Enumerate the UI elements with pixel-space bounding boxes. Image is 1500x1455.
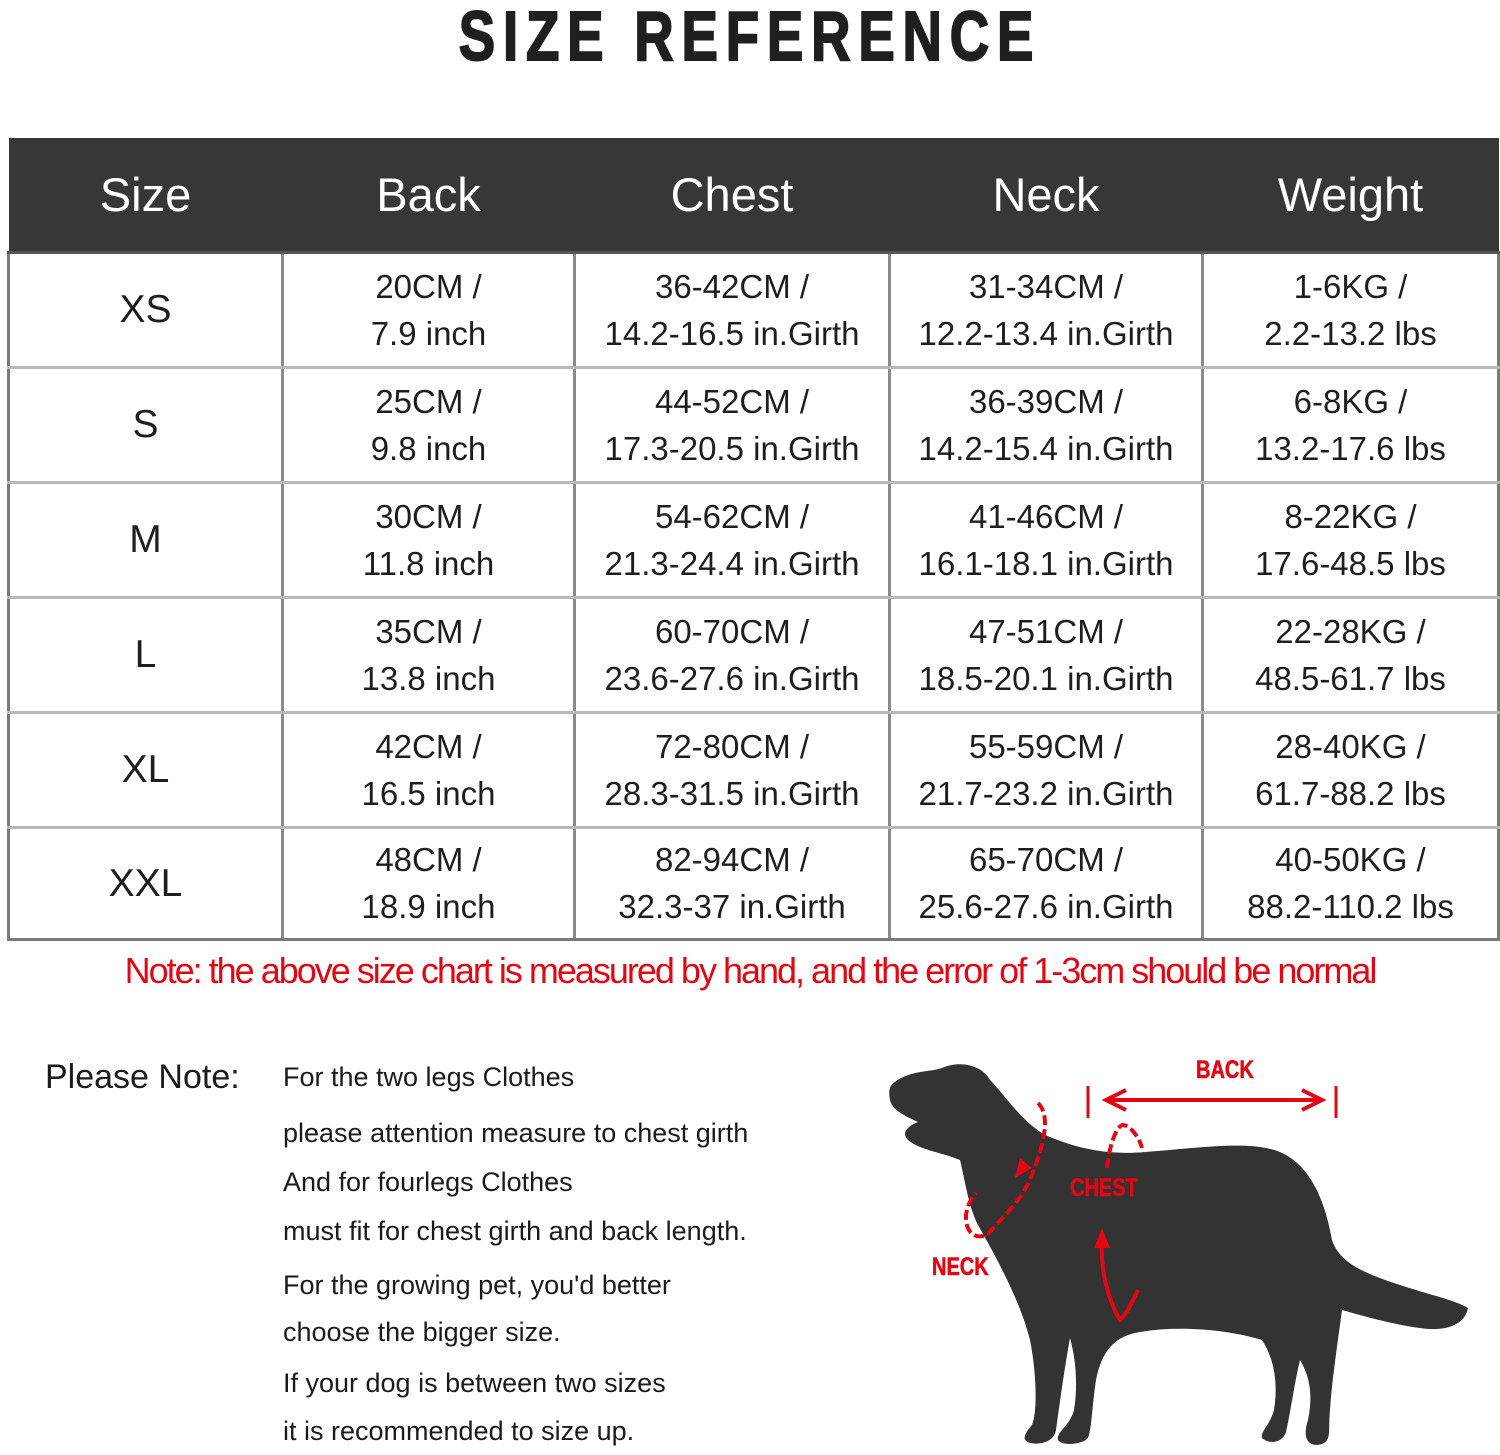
chest-cell [575, 252, 890, 367]
neck-cm: 47-51CM / [968, 612, 1124, 650]
back-cell [283, 252, 575, 367]
chest-label: CHEST [1070, 1174, 1138, 1202]
dog-measurement-diagram [870, 1040, 1500, 1455]
back-cell [283, 712, 575, 827]
header-size: Size [9, 138, 283, 252]
size-cell: XL [9, 712, 283, 827]
weight-kg: 28-40KG / [1275, 727, 1426, 765]
chest-cm: 60-70CM / [654, 612, 810, 650]
chest-inch: 21.3-24.4 in.Girth [604, 544, 860, 582]
weight-kg: 8-22KG / [1284, 497, 1417, 535]
weight-cell [1203, 367, 1499, 482]
chest-cm: 82-94CM / [654, 841, 810, 878]
note-line: If your dog is between two sizes [283, 1368, 666, 1398]
back-cell [283, 597, 575, 712]
neck-cm: 36-39CM / [968, 382, 1124, 420]
weight-cell [1203, 252, 1499, 367]
neck-cm: 65-70CM / [968, 841, 1124, 878]
header-back: Back [283, 138, 575, 252]
chest-inch: 17.3-20.5 in.Girth [604, 429, 860, 467]
neck-cell [890, 712, 1203, 827]
back-cm: 48CM / [375, 841, 482, 878]
size-cell: M [9, 482, 283, 597]
neck-cell [890, 597, 1203, 712]
please-note-label: Please Note: [45, 1058, 240, 1096]
back-inch: 18.9 inch [361, 888, 496, 925]
weight-lbs: 88.2-110.2 lbs [1247, 888, 1454, 925]
table-row [9, 712, 1499, 827]
header-neck: Neck [890, 138, 1203, 252]
weight-lbs: 2.2-13.2 lbs [1264, 314, 1437, 352]
table-row [9, 367, 1499, 482]
weight-kg: 6-8KG / [1293, 382, 1408, 420]
chest-cell [575, 367, 890, 482]
neck-cm: 41-46CM / [968, 497, 1124, 535]
neck-cell [890, 482, 1203, 597]
back-cell [283, 482, 575, 597]
neck-inch: 16.1-18.1 in.Girth [918, 544, 1174, 582]
back-cm: 25CM / [375, 382, 482, 420]
neck-cm: 31-34CM / [968, 267, 1124, 305]
chest-cm: 44-52CM / [654, 382, 810, 420]
note-line: For the growing pet, you'd better [283, 1270, 671, 1300]
back-inch: 13.8 inch [361, 659, 496, 697]
chest-cm: 36-42CM / [654, 267, 810, 305]
back-cell [283, 367, 575, 482]
neck-inch: 21.7-23.2 in.Girth [918, 774, 1174, 812]
back-inch: 16.5 inch [361, 774, 496, 812]
header-weight: Weight [1203, 138, 1499, 252]
weight-kg: 1-6KG / [1293, 267, 1408, 305]
table-header-row [9, 138, 1499, 252]
chest-inch: 14.2-16.5 in.Girth [604, 314, 860, 352]
back-cm: 20CM / [375, 267, 482, 305]
weight-cell [1203, 827, 1499, 939]
page-title: SIZE REFERENCE [458, 0, 1042, 75]
size-cell: S [9, 367, 283, 482]
table-row [9, 482, 1499, 597]
back-cm: 30CM / [375, 497, 482, 535]
back-inch: 11.8 inch [362, 544, 495, 582]
chest-inch: 28.3-31.5 in.Girth [604, 774, 860, 812]
back-label: BACK [1196, 1056, 1254, 1084]
weight-lbs: 61.7-88.2 lbs [1255, 774, 1446, 812]
note-line: it is recommended to size up. [283, 1416, 635, 1446]
chest-cm: 72-80CM / [654, 727, 810, 765]
weight-lbs: 13.2-17.6 lbs [1255, 429, 1446, 467]
weight-cell [1203, 482, 1499, 597]
chest-cm: 54-62CM / [654, 497, 810, 535]
weight-kg: 40-50KG / [1275, 841, 1426, 878]
chest-cell [575, 597, 890, 712]
size-table [7, 138, 1500, 941]
neck-inch: 12.2-13.4 in.Girth [918, 314, 1174, 352]
note-line: For the two legs Clothes [283, 1062, 575, 1092]
size-cell: L [9, 597, 283, 712]
back-cm: 35CM / [375, 612, 482, 650]
chest-inch: 23.6-27.6 in.Girth [604, 659, 860, 697]
size-cell: XXL [9, 827, 283, 939]
note-line: choose the bigger size. [283, 1317, 561, 1347]
chest-cell [575, 482, 890, 597]
neck-cell [890, 367, 1203, 482]
dog-silhouette-icon [870, 1040, 1500, 1455]
neck-inch: 18.5-20.1 in.Girth [918, 659, 1174, 697]
chest-inch: 32.3-37 in.Girth [618, 888, 846, 925]
table-row [9, 252, 1499, 367]
measurement-error-note: Note: the above size chart is measured by hand, and the error of 1-3cm should be normal [124, 950, 1376, 991]
weight-cell [1203, 712, 1499, 827]
neck-cell [890, 252, 1203, 367]
neck-cm: 55-59CM / [968, 727, 1124, 765]
weight-kg: 22-28KG / [1275, 612, 1426, 650]
back-inch: 9.8 inch [370, 429, 487, 467]
header-chest: Chest [575, 138, 890, 252]
note-line: must fit for chest girth and back length. [283, 1216, 747, 1246]
neck-inch: 14.2-15.4 in.Girth [918, 429, 1174, 467]
neck-label: NECK [932, 1253, 989, 1281]
note-line: please attention measure to chest girth [283, 1118, 749, 1148]
neck-cell [890, 827, 1203, 939]
weight-lbs: 17.6-48.5 lbs [1255, 544, 1446, 582]
table-row [9, 597, 1499, 712]
back-inch: 7.9 inch [370, 314, 487, 352]
back-cell [283, 827, 575, 939]
chest-cell [575, 827, 890, 939]
neck-inch: 25.6-27.6 in.Girth [918, 888, 1174, 925]
weight-lbs: 48.5-61.7 lbs [1255, 659, 1446, 697]
note-line: And for fourlegs Clothes [283, 1167, 573, 1197]
weight-cell [1203, 597, 1499, 712]
chest-cell [575, 712, 890, 827]
back-cm: 42CM / [375, 727, 482, 765]
table-row [9, 827, 1499, 939]
size-cell: XS [9, 252, 283, 367]
